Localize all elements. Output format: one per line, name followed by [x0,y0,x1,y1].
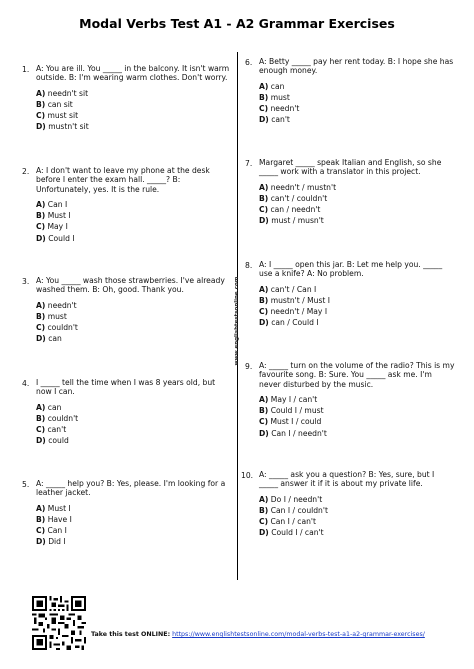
option-d[interactable]: D) can [36,334,62,344]
question-8 [245,260,455,330]
question-number: 3. [22,277,30,286]
question-3 [22,276,232,346]
option-d[interactable]: D) Could I / can't [259,528,324,538]
option-d[interactable]: D) Could I [36,233,75,243]
option-b[interactable]: B) can sit [36,99,73,109]
question-2 [22,166,232,245]
option-b[interactable]: B) Can I / couldn't [259,505,328,515]
option-c[interactable]: C) Can I / can't [259,517,316,527]
option-d[interactable]: D) must / musn't [259,216,324,226]
question-10 [241,470,455,540]
option-a[interactable]: A) May I / can't [259,394,318,404]
question-7 [245,158,455,228]
option-a[interactable]: A) Do I / needn't [259,494,323,504]
page-title: Modal Verbs Test A1 - A2 Grammar Exercises [79,16,395,31]
question-number: 5. [22,480,30,489]
option-b[interactable]: B) Could I / must [259,406,324,416]
question-stem: I _____ tell the time when I was 8 years old, but now I can. [36,378,216,397]
option-d[interactable]: D) Can I / needn't [259,428,327,438]
option-c[interactable]: C) needn't [259,104,300,114]
option-b[interactable]: B) can't / couldn't [259,193,328,203]
question-stem: A: _____ help you? B: Yes, please. I'm looking for a leather jacket. [36,479,226,498]
option-d[interactable]: D) could [36,436,69,446]
question-stem: A: You _____ wash those strawberries. I've already washed them. B: Oh, good. Thank you. [36,276,225,295]
option-d[interactable]: D) can't [259,115,290,125]
question-number: 4. [22,379,30,388]
option-b[interactable]: B) must [259,92,290,102]
question-stem: A: I don't want to leave my phone at the desk before I enter the exam hall. _____? B: Unfortunately, yes. It is the rule. [36,166,210,194]
option-c[interactable]: C) couldn't [36,323,78,333]
option-c[interactable]: C) needn't / May I [259,307,328,317]
option-d[interactable]: D) mustn't sit [36,122,89,132]
question-number: 6. [245,58,253,67]
option-c[interactable]: C) Must I / could [259,417,322,427]
question-9 [245,361,455,440]
option-d[interactable]: D) Did I [36,537,66,547]
option-a[interactable]: A) needn't [36,300,77,310]
option-c[interactable]: C) can / needn't [259,205,321,215]
option-c[interactable]: C) Can I [36,526,67,536]
option-a[interactable]: A) can [259,81,285,91]
question-number: 1. [22,65,30,74]
question-1 [22,64,232,134]
footer-lead: Take this test ONLINE: [91,631,171,638]
option-a[interactable]: A) Can I [36,199,68,209]
question-stem: A: _____ turn on the volume of the radio? This is my favourite song. B: Sure. You _____ ask me. I'm never disturbed by the music. [259,361,455,389]
option-d[interactable]: D) can / Could I [259,318,319,328]
question-number: 2. [22,167,30,176]
question-stem: A: _____ ask you a question? B: Yes, sure, but I _____ answer it if it is about my private life. [259,470,435,489]
option-b[interactable]: B) couldn't [36,413,79,423]
option-c[interactable]: C) May I [36,222,68,232]
site-watermark: www.englishtestsonline.com [234,276,240,366]
option-c[interactable]: C) must sit [36,111,79,121]
footer-online-link [91,631,451,639]
question-stem: A: You are ill. You _____ in the balcony. It isn't warm outside. B: I'm wearing warm clothes. Don't worry. [36,64,230,83]
question-number: 7. [245,159,253,168]
question-5 [22,479,232,549]
question-6 [245,57,455,127]
option-a[interactable]: A) can't / Can I [259,284,317,294]
option-b[interactable]: B) must [36,311,67,321]
option-a[interactable]: A) needn't sit [36,88,89,98]
option-c[interactable]: C) can't [36,425,67,435]
question-number: 8. [245,261,253,270]
question-4 [22,378,232,448]
qr-code-icon[interactable] [32,596,86,650]
question-number: 10. [241,471,254,480]
option-b[interactable]: B) mustn't / Must I [259,295,331,305]
option-a[interactable]: A) Must I [36,503,71,513]
test-url-link[interactable]: https://www.englishtestsonline.com/modal-verbs-test-a1-a2-grammar-exercises/ [172,631,425,638]
question-stem: Margaret _____ speak Italian and English, so she _____ work with a translator in this project. [259,158,442,177]
option-b[interactable]: B) Have I [36,514,72,524]
option-a[interactable]: A) can [36,402,62,412]
option-b[interactable]: B) Must I [36,211,71,221]
question-number: 9. [245,362,253,371]
option-a[interactable]: A) needn't / mustn't [259,182,337,192]
question-stem: A: Betty _____ pay her rent today. B: I hope she has enough money. [259,57,454,76]
question-stem: A: I _____ open this jar. B: Let me help you. _____ use a knife? A: No problem. [259,260,443,279]
